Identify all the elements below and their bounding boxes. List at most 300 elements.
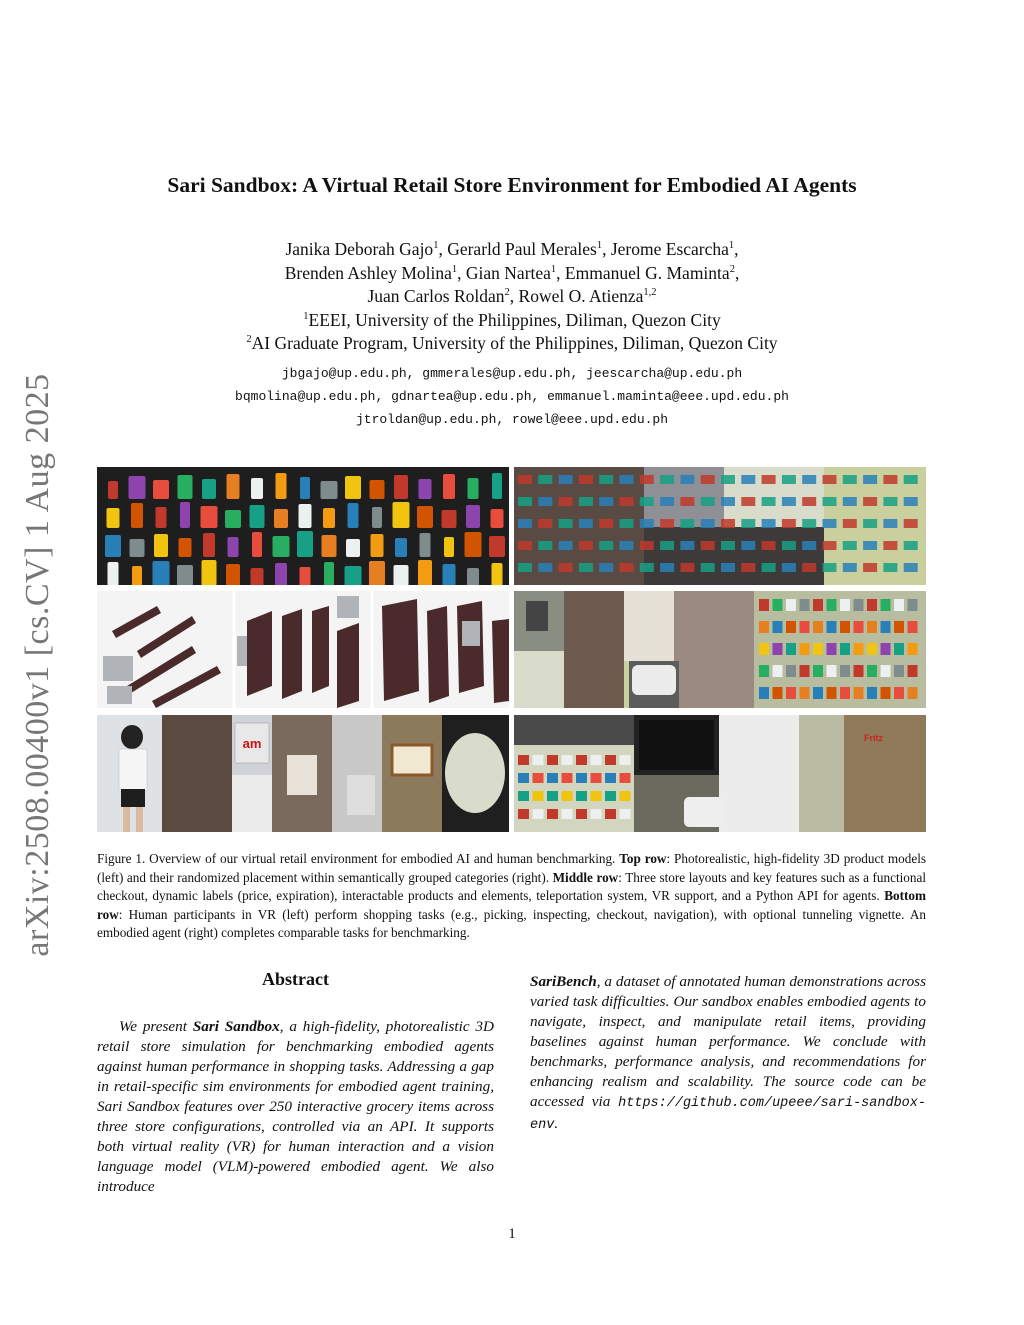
shelf-product: [883, 563, 897, 572]
shelf-product: [823, 519, 837, 528]
feature-product: [881, 621, 891, 633]
shelf-product: [620, 497, 634, 506]
product-item: [250, 505, 265, 528]
author-name: , Gerarld Paul Merales: [438, 239, 597, 259]
shelf-product: [883, 475, 897, 484]
embodied-agent-panel: [514, 715, 926, 832]
shelf-product: [721, 519, 735, 528]
shelf-product: [640, 497, 654, 506]
product-item: [442, 510, 457, 528]
feature-product: [786, 643, 796, 655]
shelf-product: [863, 563, 877, 572]
shelf-product: [904, 475, 918, 484]
features-collage-image: [514, 591, 926, 708]
shelf-product: [579, 475, 593, 484]
shelf-product: [579, 541, 593, 550]
feature-product: [786, 665, 796, 677]
email-block: [0, 362, 1024, 431]
shelf-product: [823, 563, 837, 572]
store-layout-image: [97, 591, 509, 708]
feature-product: [759, 687, 769, 699]
author-affil: 1: [596, 240, 603, 252]
agent-shelf-product: [591, 809, 602, 819]
author-name: , Emmanuel G. Maminta: [556, 262, 730, 283]
product-item: [130, 539, 145, 557]
store-layouts-panel: [97, 591, 509, 708]
product-item: [420, 533, 431, 557]
product-item: [492, 473, 502, 499]
shelf-product: [538, 541, 552, 550]
feature-product: [840, 599, 850, 611]
product-item: [154, 534, 168, 557]
feature-product: [894, 599, 904, 611]
agent-shelf-product: [547, 791, 558, 801]
shelf-product: [680, 519, 694, 528]
feature-product: [840, 687, 850, 699]
shelf-product: [883, 497, 897, 506]
affiliation-1: $^1$EEEI, University of the Philippines, Diliman, Quezon City: [303, 309, 721, 330]
feature-product: [867, 665, 877, 677]
shelf-product: [741, 541, 755, 550]
product-item: [129, 476, 146, 499]
product-item: [252, 532, 262, 557]
feature-product: [759, 643, 769, 655]
product-item: [177, 565, 193, 585]
product-item: [108, 562, 119, 585]
abstract-column-left: [97, 1017, 494, 1197]
author-separator: ,: [734, 239, 739, 259]
feature-product: [867, 643, 877, 655]
shelf-product: [843, 519, 857, 528]
agent-shelf-product: [591, 773, 602, 783]
product-item: [131, 503, 143, 528]
feature-product: [759, 621, 769, 633]
shelf-product: [904, 541, 918, 550]
shelf-product: [640, 475, 654, 484]
agent-shelf-product: [562, 791, 573, 801]
shelf-product: [721, 475, 735, 484]
shelf-product: [559, 541, 573, 550]
shelf-collage-image: [514, 467, 926, 585]
shelf-product: [518, 497, 532, 506]
shelf-product: [762, 475, 776, 484]
author-name: , Rowel O. Atienza: [509, 286, 644, 306]
shelf-product: [741, 475, 755, 484]
product-item: [225, 510, 241, 528]
author-affil: 1: [433, 240, 439, 252]
product-item: [419, 479, 432, 499]
agent-shelf-product: [518, 755, 529, 765]
product-item: [108, 481, 118, 499]
feature-product: [813, 665, 823, 677]
feature-product: [827, 665, 837, 677]
agent-shelf-product: [518, 791, 529, 801]
shelf-product: [620, 563, 634, 572]
agent-shelf-product: [562, 809, 573, 819]
shelf-product: [782, 497, 796, 506]
feature-product: [867, 687, 877, 699]
shelf-product: [721, 563, 735, 572]
product-item: [201, 506, 218, 528]
feature-product: [800, 643, 810, 655]
features-panel: [514, 591, 926, 708]
author-affil: 1: [451, 263, 458, 275]
product-item: [345, 566, 362, 585]
feature-product: [827, 687, 837, 699]
feature-product: [759, 599, 769, 611]
shelf-product: [782, 563, 796, 572]
feature-product: [894, 687, 904, 699]
feature-product: [908, 687, 918, 699]
email-line: jtroldan@up.edu.ph, rowel@eee.upd.edu.ph: [355, 412, 669, 427]
author-line-1: [0, 238, 1024, 262]
agent-shelf-product: [562, 755, 573, 765]
shelf-product: [599, 541, 613, 550]
shelf-product: [579, 519, 593, 528]
product-item: [132, 566, 142, 585]
shelf-product: [904, 563, 918, 572]
shelf-product: [802, 563, 816, 572]
feature-product: [773, 621, 783, 633]
product-item: [370, 480, 385, 499]
shelf-product: [701, 519, 715, 528]
shelf-product: [823, 475, 837, 484]
product-item: [443, 564, 456, 585]
source-code-link[interactable]: https://github.com/upeee/sari-sandbox-env: [530, 1096, 926, 1133]
product-item: [466, 505, 480, 528]
product-item: [276, 473, 287, 499]
product-item: [345, 476, 361, 499]
shelf-product: [782, 519, 796, 528]
feature-product: [908, 665, 918, 677]
feature-product: [800, 665, 810, 677]
shelf-product: [802, 519, 816, 528]
product-item: [251, 568, 264, 585]
author-name: , Jerome Escarcha: [602, 239, 729, 259]
product-item: [179, 538, 192, 557]
vr-participant-image: [97, 715, 509, 832]
agent-shelf-product: [533, 809, 544, 819]
agent-shelf-product: [576, 755, 587, 765]
author-block: [0, 238, 1024, 356]
shelf-product: [823, 541, 837, 550]
shelf-product: [863, 497, 877, 506]
feature-product: [881, 599, 891, 611]
shelf-product: [660, 519, 674, 528]
shelf-product: [620, 475, 634, 484]
shelf-product: [599, 497, 613, 506]
product-models-panel: [97, 467, 509, 585]
feature-product: [800, 621, 810, 633]
shelf-product: [559, 497, 573, 506]
author-line-2: [0, 262, 1024, 286]
feature-product: [908, 599, 918, 611]
semantic-shelves-panel: [514, 467, 926, 585]
vr-human-panel: [97, 715, 509, 832]
feature-product: [854, 643, 864, 655]
product-item: [417, 506, 433, 528]
product-item: [228, 537, 239, 557]
affiliation-2: $^2$AI Graduate Program, University of the Philippines, Diliman, Quezon City: [246, 333, 778, 353]
shelf-product: [620, 519, 634, 528]
shelf-product: [721, 497, 735, 506]
product-item: [394, 475, 408, 499]
shelf-product: [843, 475, 857, 484]
shelf-product: [518, 541, 532, 550]
product-item: [444, 537, 454, 557]
shelf-product: [620, 541, 634, 550]
shelf-product: [883, 519, 897, 528]
feature-product: [854, 665, 864, 677]
author-affil: 1,2: [643, 287, 657, 299]
shelf-product: [579, 563, 593, 572]
product-item: [372, 507, 382, 528]
author-separator: ,: [734, 262, 740, 283]
product-item: [153, 480, 169, 499]
product-item: [107, 508, 120, 528]
shelf-product: [518, 519, 532, 528]
shelf-product: [762, 541, 776, 550]
product-item: [153, 561, 170, 585]
product-item: [273, 536, 290, 557]
product-item: [322, 535, 337, 557]
product-item: [202, 560, 217, 585]
feature-product: [759, 665, 769, 677]
agent-shelf-product: [547, 773, 558, 783]
shelf-product: [782, 475, 796, 484]
shelf-product: [843, 541, 857, 550]
arxiv-side-label: [8, 373, 68, 957]
page-number: 1: [508, 1226, 516, 1242]
agent-shelf-product: [591, 791, 602, 801]
agent-shelf-product: [518, 773, 529, 783]
feature-product: [827, 599, 837, 611]
agent-shelf-product: [576, 773, 587, 783]
product-item: [395, 538, 407, 557]
agent-shelf-product: [620, 773, 631, 783]
product-item: [105, 535, 121, 557]
shelf-product: [782, 541, 796, 550]
email-line: bqmolina@up.edu.ph, gdnartea@up.edu.ph, emmanuel.maminta@eee.upd.edu.ph: [235, 389, 789, 404]
shelf-product: [741, 563, 755, 572]
abstract-column-right: [530, 972, 926, 1136]
product-item: [369, 561, 385, 585]
agent-shelf-product: [605, 755, 616, 765]
feature-product: [773, 643, 783, 655]
feature-product: [773, 599, 783, 611]
shelf-product: [680, 497, 694, 506]
author-affil: 2: [504, 287, 510, 299]
shelf-product: [701, 475, 715, 484]
figure-caption: Figure 1. Overview of our virtual retail environment for embodied AI and human benchmarking. Top row: Photorealistic, high-fidelity 3D product models (left) and their randomized placement within semantically grouped categories (right). Middle row: Three store layouts and key features such as a functional checkout, dynamic labels (price, expiration), interactable products and elements, teleportation system, VR support, and a Python API for agents. Bottom row: Human participants in VR (left) perform shopping tasks (e.g., picking, inspecting, checkout, navigation), with optional tunneling vignette. An embodied agent (right) completes comparable tasks for benchmarking.: [97, 851, 927, 941]
author-name: , Gian Nartea: [457, 262, 551, 283]
feature-product: [827, 643, 837, 655]
shelf-product: [741, 519, 755, 528]
feature-product: [773, 687, 783, 699]
feature-product: [813, 621, 823, 633]
author-name: Janika Deborah Gajo: [285, 239, 434, 259]
agent-shelf-product: [605, 809, 616, 819]
paper-title: Sari Sandbox: A Virtual Retail Store Environment for Embodied AI Agents: [167, 173, 857, 197]
product-item: [443, 474, 455, 499]
shelf-product: [538, 519, 552, 528]
feature-product: [813, 687, 823, 699]
shelf-product: [701, 497, 715, 506]
feature-product: [854, 687, 864, 699]
agent-shelf-product: [518, 809, 529, 819]
product-item: [227, 474, 240, 499]
product-item: [226, 564, 240, 585]
feature-product: [908, 643, 918, 655]
shelf-product: [660, 475, 674, 484]
agent-shelf-product: [576, 809, 587, 819]
author-affil: 1: [728, 240, 735, 252]
product-item: [418, 560, 432, 585]
shelf-product: [721, 541, 735, 550]
feature-product: [881, 643, 891, 655]
feature-product: [867, 621, 877, 633]
agent-shelf-product: [533, 773, 544, 783]
product-item: [274, 509, 288, 528]
product-item: [371, 534, 384, 557]
am-label: am: [242, 736, 262, 751]
shelf-product: [762, 497, 776, 506]
shelf-product: [701, 563, 715, 572]
product-item: [321, 481, 338, 499]
product-item: [394, 565, 409, 585]
product-item: [323, 508, 335, 528]
shelf-product: [538, 475, 552, 484]
product-item: [180, 502, 190, 528]
product-item: [202, 479, 216, 499]
agent-shelf-product: [620, 791, 631, 801]
shelf-product: [640, 541, 654, 550]
shelf-product: [680, 475, 694, 484]
feature-product: [840, 643, 850, 655]
product-item: [467, 568, 479, 585]
product-item: [203, 533, 215, 557]
agent-shelf-product: [547, 809, 558, 819]
product-item: [297, 531, 313, 557]
agent-shelf-product: [533, 791, 544, 801]
shelf-product: [904, 497, 918, 506]
shelf-product: [762, 519, 776, 528]
product-item: [393, 502, 410, 528]
product-item: [324, 562, 334, 585]
shelf-product: [680, 541, 694, 550]
shelf-product: [559, 563, 573, 572]
shelf-product: [518, 563, 532, 572]
agent-shelf-product: [562, 773, 573, 783]
product-item: [489, 536, 505, 557]
product-item: [300, 477, 310, 499]
agent-shelf-product: [605, 791, 616, 801]
shelf-product: [863, 475, 877, 484]
shelf-product: [843, 563, 857, 572]
feature-product: [786, 599, 796, 611]
shelf-product: [599, 563, 613, 572]
product-item: [492, 563, 503, 585]
product-item: [491, 509, 504, 528]
abstract-heading: Abstract: [262, 969, 329, 989]
shelf-product: [559, 475, 573, 484]
figure-1: [97, 467, 926, 832]
abstract-paragraph-continued: SariBench, a dataset of annotated human demonstrations across varied task difficulties. Our sandbox enables embodied agents to navigate, inspect, and manipulate retail items, providing baselines against human performance. We conclude with benchmarks, performance analysis, and recommendations for enhancing realism and scalability. The source code can be accessed via https://github.com/upeee/sari-sandbox-env.: [530, 973, 926, 1133]
shelf-product: [802, 497, 816, 506]
feature-product: [881, 687, 891, 699]
shelf-product: [680, 563, 694, 572]
shelf-product: [660, 563, 674, 572]
shelf-product: [538, 563, 552, 572]
shelf-product: [599, 519, 613, 528]
agent-shelf-product: [533, 755, 544, 765]
agent-shelf-product: [547, 755, 558, 765]
product-item: [465, 532, 482, 557]
agent-shelf-product: [576, 791, 587, 801]
product-item: [275, 563, 287, 585]
shelf-product: [802, 541, 816, 550]
shelf-product: [538, 497, 552, 506]
feature-product: [894, 643, 904, 655]
feature-product: [854, 599, 864, 611]
author-line-3: [0, 285, 1024, 309]
feature-product: [867, 599, 877, 611]
feature-product: [773, 665, 783, 677]
email-line: jbgajo@up.edu.ph, gmmerales@up.edu.ph, jeescarcha@up.edu.ph: [281, 366, 743, 381]
shelf-product: [762, 563, 776, 572]
product-item: [299, 504, 312, 528]
feature-product: [827, 621, 837, 633]
shelf-product: [660, 497, 674, 506]
shelf-product: [802, 475, 816, 484]
author-name: Brenden Ashley Molina: [284, 262, 452, 283]
feature-product: [786, 621, 796, 633]
shelf-product: [863, 519, 877, 528]
feature-product: [813, 643, 823, 655]
shelf-product: [559, 519, 573, 528]
shelf-product: [518, 475, 532, 484]
shelf-product: [904, 519, 918, 528]
agent-shelf-product: [605, 773, 616, 783]
feature-product: [840, 665, 850, 677]
author-affil: 2: [729, 263, 735, 275]
product-item: [468, 478, 479, 499]
feature-product: [813, 599, 823, 611]
abstract-paragraph: We present Sari Sandbox, a high-fidelity, photorealistic 3D retail store simulation for benchmarking embodied agents against human performance in shopping tasks. Addressing a gap in retail-specific sim environments for embodied agent training, Sari Sandbox features over 250 interactive grocery items across three store configurations, controlled via an API. It supports both virtual reality (VR) for human interaction and a vision language model (VLM)-powered embodied agent. We also introduce: [97, 1018, 494, 1195]
product-item: [251, 478, 263, 499]
shelf-product: [579, 497, 593, 506]
shelf-product: [599, 475, 613, 484]
author-name: Juan Carlos Roldan: [367, 286, 505, 306]
product-item: [346, 539, 360, 557]
shelf-product: [741, 497, 755, 506]
feature-product: [908, 621, 918, 633]
feature-product: [894, 621, 904, 633]
fritz-label: Fritz: [864, 733, 883, 743]
agent-shelf-product: [620, 755, 631, 765]
feature-product: [786, 687, 796, 699]
shelf-product: [640, 563, 654, 572]
agent-shelf-product: [620, 809, 631, 819]
product-item: [156, 507, 167, 528]
feature-product: [800, 687, 810, 699]
product-grid-image: [97, 467, 509, 585]
product-item: [348, 503, 359, 528]
agent-shelf-product: [591, 755, 602, 765]
agent-collage-image: [514, 715, 926, 832]
feature-product: [881, 665, 891, 677]
arxiv-identifier: arXiv:2508.00400v1 [cs.CV] 1 Aug 2025: [19, 373, 56, 957]
